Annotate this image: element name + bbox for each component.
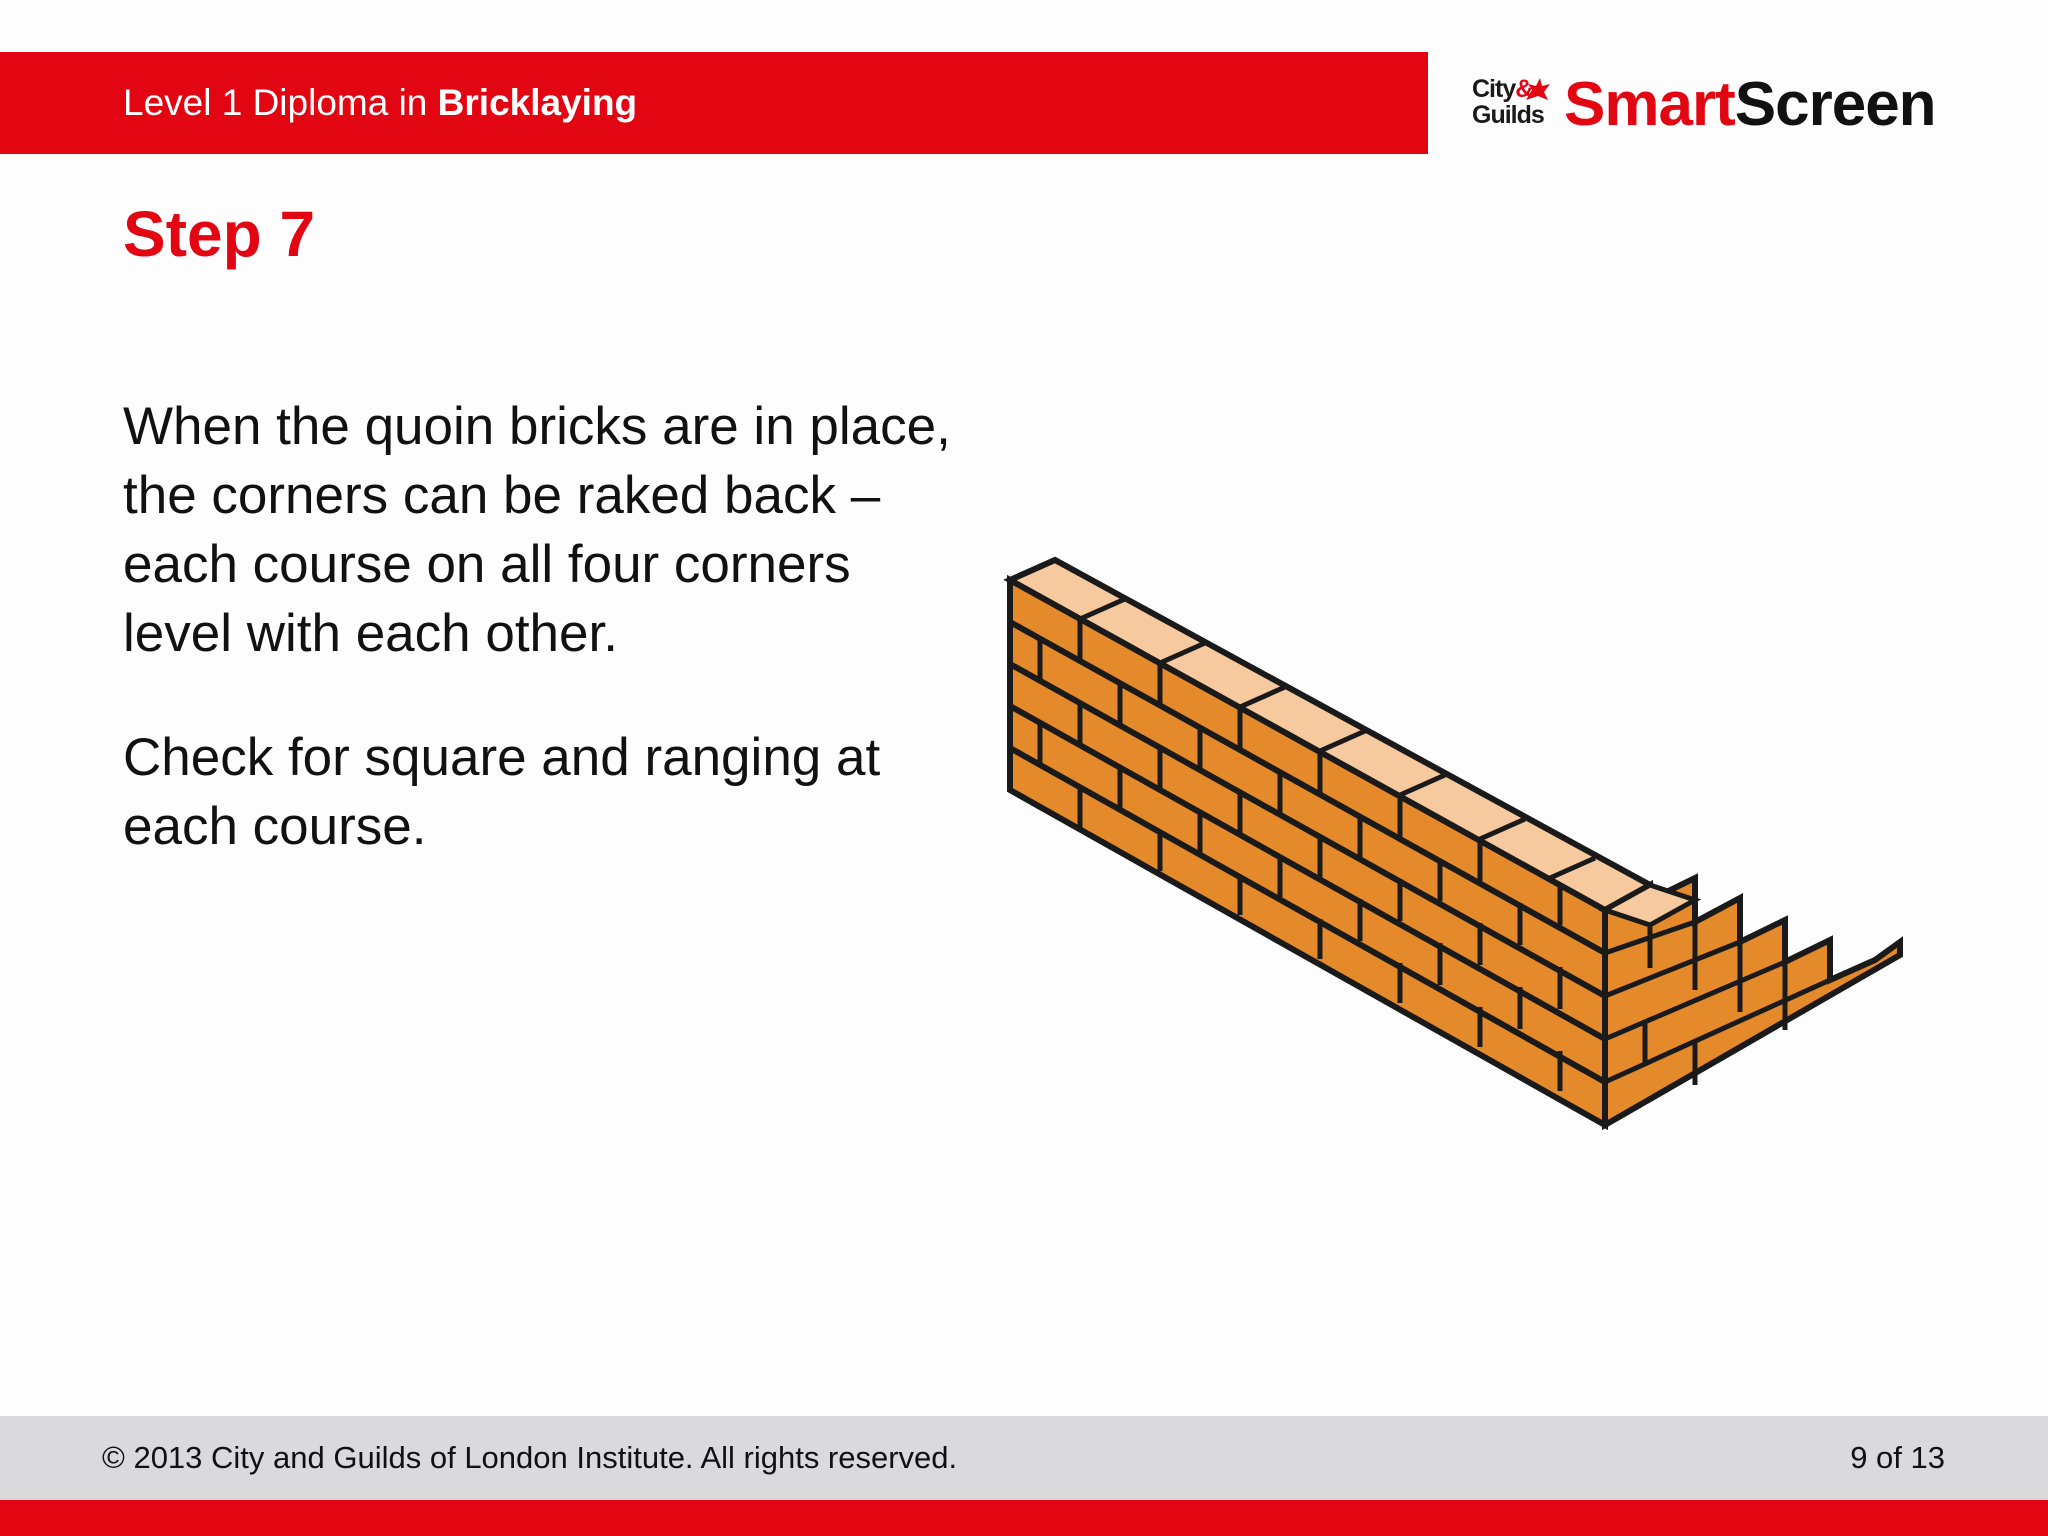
header-bar bbox=[0, 52, 1428, 154]
page-counter: 9 of 13 bbox=[1850, 1440, 1945, 1475]
copyright-text: © 2013 City and Guilds of London Institute. All rights reserved. bbox=[102, 1440, 958, 1475]
footer-bar bbox=[0, 1416, 2048, 1500]
slide-title: Step 7 bbox=[123, 198, 316, 270]
city-guilds-smartscreen-logo bbox=[1472, 70, 1936, 140]
course-title: Level 1 Diploma in Bricklaying bbox=[123, 82, 638, 123]
dragon-icon bbox=[1522, 76, 1552, 104]
body-paragraph: When the quoin bricks are in place, the corners can be raked back – each course on all four corners level with each other. bbox=[123, 397, 951, 663]
brick-wall-illustration bbox=[995, 550, 1915, 1130]
course-subject: Bricklaying bbox=[437, 82, 638, 123]
city-guilds-logo: City& Guilds bbox=[1472, 75, 1544, 129]
slide-body bbox=[123, 392, 963, 916]
smartscreen-wordmark: SmartScreen bbox=[1564, 70, 1936, 139]
bottom-stripe bbox=[0, 1500, 2048, 1536]
body-paragraph: Check for square and ranging at each course. bbox=[123, 728, 881, 856]
